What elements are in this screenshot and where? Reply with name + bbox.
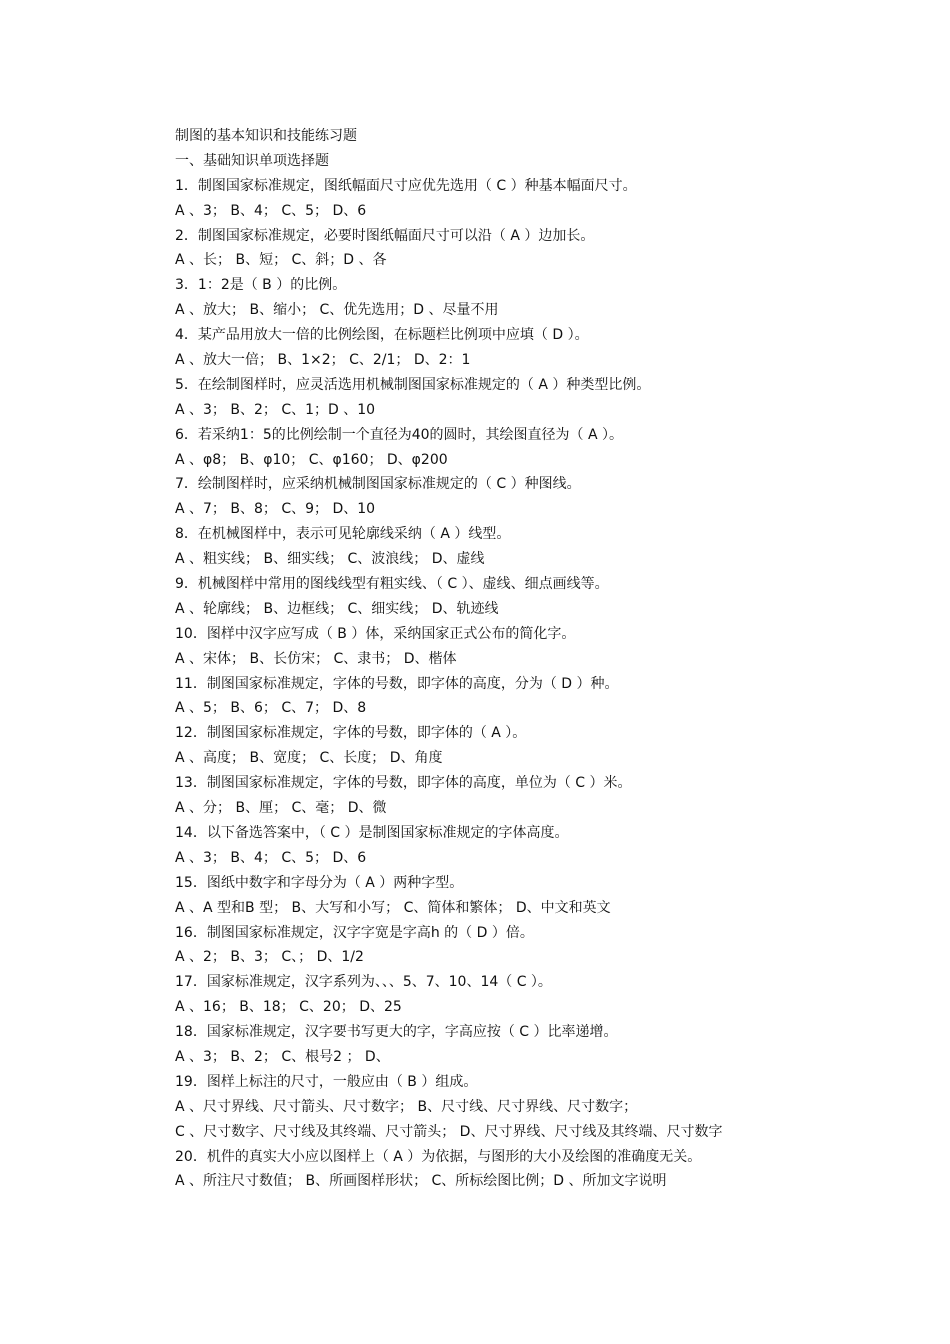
question-3: 3．1：2是（ B ）的比例。 (175, 277, 347, 294)
question-10: 10．图样中汉字应写成（ B ）体，采纳国家正式公布的简化字。 (175, 625, 576, 642)
options-18: A 、3； B、2； C、根号2 ； D、 (175, 1048, 390, 1065)
options-12: A 、高度； B、宽度； C、长度； D、角度 (175, 750, 443, 767)
document-page (175, 124, 915, 1194)
options-13: A 、分； B、厘； C、毫； D、微 (175, 800, 387, 817)
options-7: A 、7； B、8； C、9； D、10 (175, 501, 376, 518)
question-18: 18．国家标准规定，汉字要书写更大的字，字高应按（ C ）比率递增。 (175, 1024, 618, 1041)
options-16: A 、2； B、3； C、； D、1/2 (175, 949, 364, 966)
options-3: A 、放大； B、缩小； C、优先选用；D 、尽量不用 (175, 302, 499, 319)
question-19: 19．图样上标注的尺寸，一般应由（ B ）组成。 (175, 1073, 478, 1090)
options-5: A 、3； B、2； C、1；D 、10 (175, 401, 376, 418)
options-17: A 、16； B、18； C、20； D、25 (175, 999, 402, 1016)
section-heading: 一、基础知识单项选择题 (175, 152, 329, 169)
question-17: 17．国家标准规定，汉字系列为、、、5、7、10、14（ C ）。 (175, 974, 552, 991)
options-8: A 、粗实线； B、细实线； C、波浪线； D、虚线 (175, 551, 485, 568)
options-6: A 、φ8； B、φ10； C、φ160； D、φ200 (175, 451, 448, 468)
options-14: A 、3； B、4； C、5； D、6 (175, 849, 367, 866)
document-title: 制图的基本知识和技能练习题 (175, 128, 357, 144)
question-7: 7．绘制图样时，应采纳机械制图国家标准规定的（ C ）种图线。 (175, 476, 581, 493)
options-9: A 、轮廓线； B、边框线； C、细实线； D、轨迹线 (175, 600, 499, 617)
question-9: 9．机械图样中常用的图线线型有粗实线、（ C ）、虚线、细点画线等。 (175, 576, 609, 593)
question-2: 2．制图国家标准规定，必要时图纸幅面尺寸可以沿（ A ）边加长。 (175, 227, 595, 244)
question-4: 4．某产品用放大一倍的比例绘图，在标题栏比例项中应填（ D ）。 (175, 327, 589, 344)
options-2: A 、长； B、短； C、斜；D 、各 (175, 252, 387, 269)
options-1: A 、3； B、4； C、5； D、6 (175, 202, 367, 219)
question-8: 8．在机械图样中，表示可见轮廓线采纳（ A ）线型。 (175, 526, 511, 543)
options-19-line-1: A 、尺寸界线、尺寸箭头、尺寸数字； B、尺寸线、尺寸界线、尺寸数字； (175, 1098, 638, 1115)
question-20: 20．机件的真实大小应以图样上（ A ）为依据，与图形的大小及绘图的准确度无关。 (175, 1148, 702, 1165)
question-5: 5．在绘制图样时，应灵活选用机械制图国家标准规定的（ A ）种类型比例。 (175, 376, 651, 393)
question-1: 1．制图国家标准规定，图纸幅面尺寸应优先选用（ C ）种基本幅面尺寸。 (175, 177, 637, 194)
options-10: A 、宋体； B、长仿宋； C、隶书； D、楷体 (175, 650, 457, 667)
question-11: 11．制图国家标准规定，字体的号数，即字体的高度，分为（ D ）种。 (175, 675, 619, 692)
question-14: 14．以下备选答案中，（ C ）是制图国家标准规定的字体高度。 (175, 824, 569, 841)
options-19-line-2: C 、尺寸数字、尺寸线及其终端、尺寸箭头； D、尺寸界线、尺寸线及其终端、尺寸数字 (175, 1123, 723, 1140)
options-20: A 、所注尺寸数值； B、所画图样形状； C、所标绘图比例；D 、所加文字说明 (175, 1173, 667, 1190)
options-4: A 、放大一倍； B、1×2； C、2/1； D、2：1 (175, 352, 471, 369)
options-11: A 、5； B、6； C、7； D、8 (175, 700, 367, 717)
question-13: 13．制图国家标准规定，字体的号数，即字体的高度，单位为（ C ）米。 (175, 775, 632, 792)
question-12: 12．制图国家标准规定，字体的号数，即字体的（ A ）。 (175, 725, 527, 742)
question-6: 6．若采纳1：5的比例绘制一个直径为40的圆时，其绘图直径为（ A ）。 (175, 426, 624, 443)
options-15: A 、A 型和B 型； B、大写和小写； C、简体和繁体； D、中文和英文 (175, 899, 611, 916)
question-15: 15．图纸中数字和字母分为（ A ）两种字型。 (175, 874, 464, 891)
question-16: 16．制图国家标准规定，汉字字宽是字高h 的（ D ）倍。 (175, 924, 534, 941)
